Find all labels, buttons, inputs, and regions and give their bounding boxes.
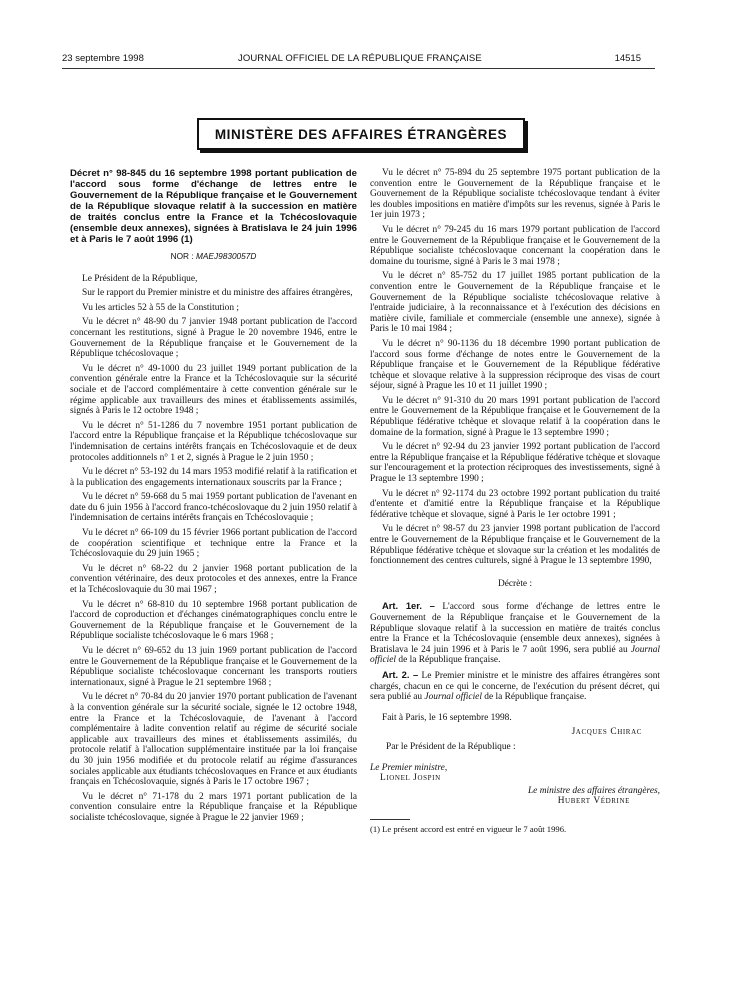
nor-value: MAEJ9830057D — [195, 251, 257, 261]
left-paragraph: Vu le décret n° 53-192 du 14 mars 1953 modifié relatif à la ratification et à la publication des engagements internationaux souscrits par la France ; — [70, 467, 357, 488]
header-date: 23 septembre 1998 — [62, 53, 144, 64]
right-paragraph: Vu le décret n° 92-94 du 23 janvier 1992 portant publication de l'accord entre la République française et la République fédérative tchèque et slovaque sur l'encouragement et la protection réciproques des investissements, signé à Prague le 13 septembre 1990 ; — [370, 442, 660, 485]
footnote: (1) Le présent accord est entré en vigueur le 7 août 1996. — [370, 823, 567, 834]
left-paragraph: Vu le décret n° 70-84 du 20 janvier 1970 portant publication de l'avenant à la convention générale sur la sécurité sociale, signée le 12 octobre 1948, entre la France et la Tchécoslovaquie, de l'avenant à l'accord complémentaire à ladite convention relatif au régime de sécurité sociale applicable aux travailleurs des mines et établissements assimilés, du protocole relatif à l'allocation supplémentaire instituée par la loi française du 30 juin 1956 modifiée et du protocole relatif au régime d'assurances sociales applicable aux étudiants tchécoslovaques en France et aux étudiants français en Tchécoslovaquie, signés à Paris le 17 octobre 1967 ; — [70, 692, 357, 788]
left-paragraph: Vu le décret n° 48-90 du 7 janvier 1948 portant publication de l'accord concernant les restitutions, signé à Prague le 20 novembre 1946, entre le Gouvernement de la République française et le Gouvernement de la République tchécoslovaque ; — [70, 317, 357, 360]
done-at: Fait à Paris, le 16 septembre 1998. — [382, 712, 512, 723]
left-paragraphs — [70, 274, 357, 824]
right-paragraphs — [370, 168, 660, 567]
left-paragraph: Vu le décret n° 68-810 du 10 septembre 1968 portant publication de l'accord de coproduction et d'échanges cinématographiques conclu entre le Gouvernement de la République française et le Gouvernement de la République socialiste tchécoslovaque le 6 mars 1968 ; — [70, 599, 357, 642]
left-paragraph: Vu le décret n° 66-109 du 15 février 1966 portant publication de l'accord de coopération scientifique et technique entre la France et la Tchécoslovaquie du 29 juin 1965 ; — [70, 528, 357, 560]
pm-name: Lionel Jospin — [380, 773, 441, 784]
right-paragraph: Vu le décret n° 92-1174 du 23 octobre 1992 portant publication du traité d'entente et d'amitié entre la République française et la République fédérative tchèque et slovaque, signé à Paris le 1er octobre 1991 ; — [370, 488, 660, 520]
footnote-rule — [370, 819, 410, 820]
article-1-label: Art. 1er. – — [382, 600, 435, 612]
header-rule — [62, 68, 655, 69]
header-page-number: 14515 — [614, 53, 641, 64]
article-1-text: L'accord sous forme d'échange de lettres entre le Gouvernement de la République française et le Gouvernement de la République slovaque relatif à la succession en matière de traités conclus entre la France et la Tchécoslovaquie (ensemble deux annexes), signées à Bratislava le 24 juin 1996 et à Paris le 7 août 1996, sera publié au — [370, 602, 661, 655]
left-paragraph: Vu le décret n° 59-668 du 5 mai 1959 portant publication de l'avenant en date du 6 juin 1956 à l'accord franco-tchécoslovaque du 2 juin 1950 relatif à l'indemnisation de certains intérêts français en Tchécoslovaquie ; — [70, 492, 357, 524]
fm-name: Hubert Védrine — [557, 796, 630, 807]
left-column — [70, 168, 357, 828]
article-2 — [370, 670, 660, 703]
article-1-journal: Journal officiel — [370, 644, 661, 666]
decrete-heading: Décrète : — [497, 578, 533, 589]
nor-label: NOR : — [170, 251, 194, 261]
nor-reference — [70, 251, 357, 262]
decree-title: Décret n° 98-845 du 16 septembre 1998 portant publication de l'accord sous forme d'échange de lettres entre le Gouvernement de la République française et le Gouvernement de la République slovaque relatif à la succession en matière de traités conclus entre la France et la Tchécoslovaquie (ensemble deux annexes), signées à Bratislava le 24 juin 1996 et à Paris le 7 août 1996 (1) — [70, 168, 357, 245]
right-paragraph: Vu le décret n° 91-310 du 20 mars 1991 portant publication de l'accord entre le Gouvernement de la République française et le Gouvernement de la République fédérative tchèque et slovaque relatif à la coopération dans le domaine de la formation, signé à Prague le 13 septembre 1990 ; — [370, 395, 660, 438]
left-paragraph: Vu le décret n° 68-22 du 2 janvier 1968 portant publication de la convention vétérinaire, des deux protocoles et des annexes, entre la France et la Tchécoslovaquie du 30 mai 1967 ; — [70, 563, 357, 596]
left-paragraph: Vu le décret n° 69-652 du 13 juin 1969 portant publication de l'accord entre le Gouvernement de la République française et le Gouvernement de la République socialiste tchécoslovaque concernant les transports routiers internationaux, signé à Prague le 21 septembre 1968 ; — [70, 646, 357, 688]
right-paragraph: Vu le décret n° 79-245 du 16 mars 1979 portant publication de l'accord entre le Gouvernement de la République française et le Gouvernement de la République socialiste tchécoslovaque concernant la coopération dans le domaine du tourisme, signé à Paris le 3 mai 1978 ; — [370, 224, 660, 267]
header-journal-title: JOURNAL OFFICIEL DE LA RÉPUBLIQUE FRANÇAISE — [238, 53, 482, 64]
right-column — [370, 168, 660, 838]
right-paragraph: Vu le décret n° 75-894 du 25 septembre 1975 portant publication de la convention entre le Gouvernement de la République française et le Gouvernement de la République socialiste tchécoslovaque tendant à éviter les doubles impositions en matière d'impôts sur les revenus, signée à Paris le 1er juin 1973 ; — [370, 168, 660, 221]
article-2-label: Art. 2. – — [382, 668, 419, 680]
signatory: Jacques Chirac — [571, 727, 642, 738]
left-paragraph: Le Président de la République, — [82, 273, 198, 284]
left-paragraph: Sur le rapport du Premier ministre et du ministre des affaires étrangères, — [82, 288, 353, 299]
right-paragraph: Vu le décret n° 85-752 du 17 juillet 1985 portant publication de la convention entre le Gouvernement de la République française et le Gouvernement de la République socialiste tchécoslovaque relative à l'entraide judiciaire, à la reconnaissance et à l'exécution des décisions en matière civile, familiale et commerciale (ensemble une annexe), signée à Paris le 10 mai 1984 ; — [370, 271, 660, 335]
left-paragraph: Vu le décret n° 49-1000 du 23 juillet 1949 portant publication de la convention générale entre la France et la Tchécoslovaquie sur la sécurité sociale et de l'accord complémentaire à cette convention générale sur le régime applicable aux travailleurs des mines et établissements assimilés, signés à Paris le 12 octobre 1948 ; — [70, 363, 357, 417]
page-header — [62, 53, 641, 67]
right-paragraph: Vu le décret n° 98-57 du 23 janvier 1998 portant publication de l'accord entre le Gouvernement de la République française et le Gouvernement de la République fédérative tchèque et slovaque sur la création et les modalités de fonctionnement des centres culturels, signé à Prague le 13 septembre 1990, — [370, 524, 660, 567]
right-paragraph: Vu le décret n° 90-1136 du 18 décembre 1990 portant publication de l'accord sous forme d'échange de notes entre le Gouvernement de la République française et le Gouvernement de la République fédérative tchèque et slovaque relative à la suppression réciproque des visas de court séjour, signé à Prague les 10 et 11 juillet 1990 ; — [370, 338, 660, 392]
article-2-tail: de la République française. — [484, 692, 587, 703]
article-2-text: Le Premier ministre et le ministre des affaires étrangères sont chargés, chacun en ce qui le concerne, de l'exécution du présent décret, qui sera publié au — [370, 670, 660, 703]
fm-title: Le ministre des affaires étrangères, — [527, 785, 660, 796]
pm-title: Le Premier ministre, — [370, 762, 448, 773]
left-paragraph: Vu le décret n° 71-178 du 2 mars 1971 portant publication de la convention consulaire entre la République française et la République socialiste tchécoslovaque, signée à Prague le 22 janvier 1969 ; — [70, 791, 357, 823]
left-paragraph: Vu les articles 52 à 55 de la Constitution ; — [82, 302, 239, 313]
by-president: Par le Président de la République : — [386, 741, 516, 752]
article-1 — [370, 601, 660, 666]
article-1-tail: de la République française. — [398, 655, 501, 666]
article-2-journal: Journal officiel — [424, 692, 482, 703]
left-paragraph: Vu le décret n° 51-1286 du 7 novembre 1951 portant publication de l'accord entre la République française et la République tchécoslovaque sur l'indemnisation de certains intérêts français en Tchécoslovaquie et de deux protocoles additionnels n° 1 et 2, signés à Prague le 2 juin 1950 ; — [70, 420, 357, 463]
ministry-heading: MINISTÈRE DES AFFAIRES ÉTRANGÈRES — [197, 118, 525, 150]
